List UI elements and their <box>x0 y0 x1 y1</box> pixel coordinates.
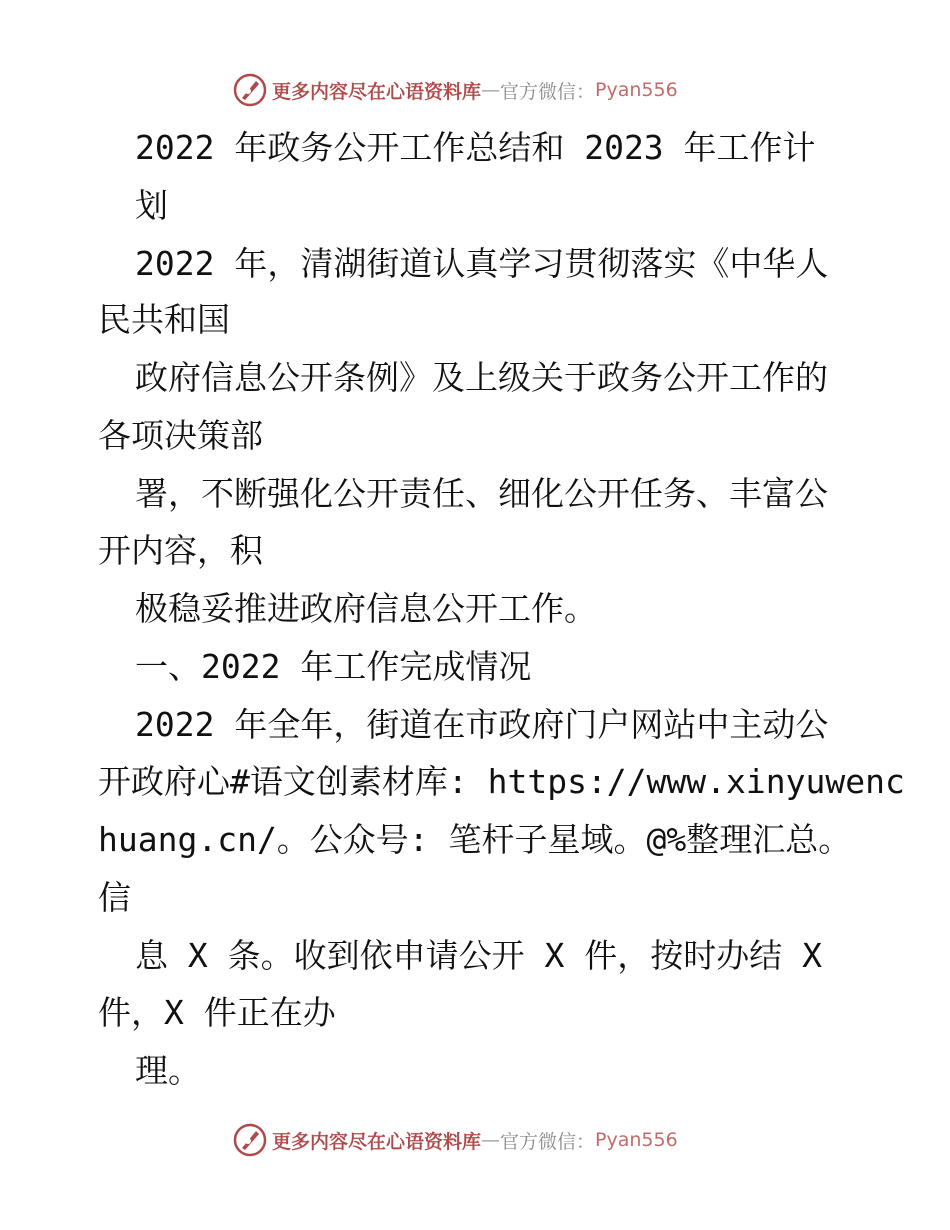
footer-banner <box>232 1120 752 1160</box>
banner-main-text: 更多内容尽在心语资料库 <box>272 1130 482 1153</box>
banner-wechat-id: Pyan556 <box>595 79 678 101</box>
doc-title-line-2: 划 <box>135 186 168 225</box>
doc-line: 开政府心#语文创素材库: https://www.xinyuwenc <box>98 762 905 801</box>
banner-main-text: 更多内容尽在心语资料库 <box>272 80 482 103</box>
doc-line: 各项决策部 <box>98 416 263 455</box>
doc-line: 民共和国 <box>98 300 230 339</box>
banner-wechat-id: Pyan556 <box>595 1129 678 1151</box>
header-banner <box>232 70 752 110</box>
doc-line: 2022 年全年，街道在市政府门户网站中主动公 <box>135 705 829 744</box>
doc-line: 署，不断强化公开责任、细化公开任务、丰富公 <box>135 474 828 513</box>
doc-line: 开内容，积 <box>98 531 263 570</box>
banner-separator: — <box>481 1129 501 1151</box>
doc-line: 极稳妥推进政府信息公开工作。 <box>135 589 597 628</box>
doc-line: 2022 年，清湖街道认真学习贯彻落实《中华人 <box>135 244 829 283</box>
doc-line: huang.cn/。公众号: 笔杆子星域。@%整理汇总。 <box>98 820 852 859</box>
banner-wechat-label: 官方微信： <box>500 1130 596 1153</box>
doc-line: 息 X 条。收到依申请公开 X 件，按时办结 X <box>135 936 822 975</box>
doc-line: 理。 <box>135 1051 201 1090</box>
doc-line: 信 <box>98 878 131 917</box>
banner-wechat-label: 官方微信： <box>500 80 596 103</box>
section-heading: 一、2022 年工作完成情况 <box>135 647 532 686</box>
quill-logo-icon <box>232 1122 268 1158</box>
doc-title-line-1: 2022 年政务公开工作总结和 2023 年工作计 <box>135 128 816 167</box>
doc-line: 件，X 件正在办 <box>98 993 336 1032</box>
quill-logo-icon <box>232 72 268 108</box>
banner-separator: — <box>481 79 501 101</box>
doc-line: 政府信息公开条例》及上级关于政务公开工作的 <box>135 358 828 397</box>
